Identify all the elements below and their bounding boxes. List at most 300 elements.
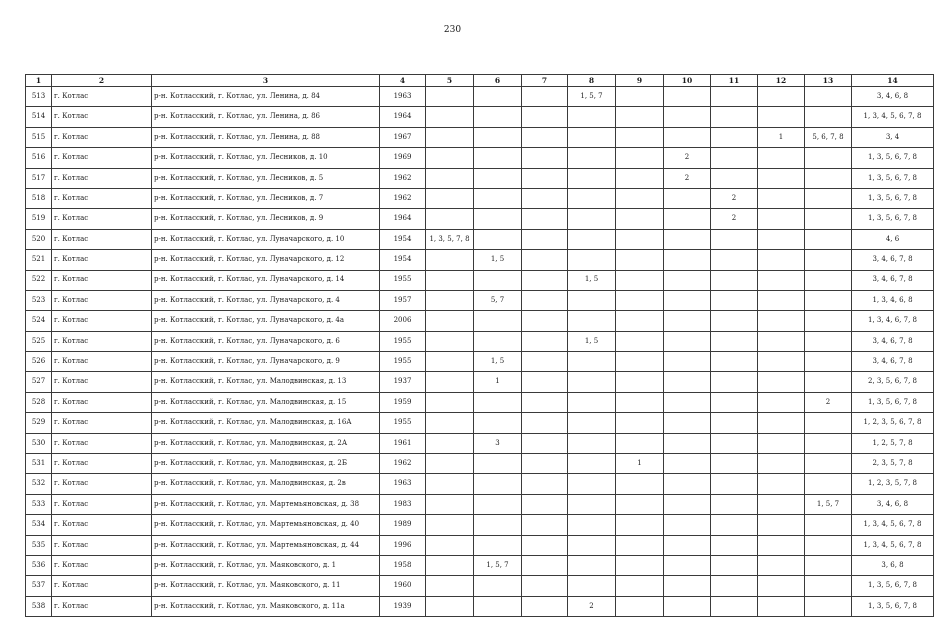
address-cell: р-н. Котласский, г. Котлас, ул. Маяковского, д. 11 bbox=[152, 576, 380, 596]
data-table bbox=[25, 74, 934, 617]
value-cell-col-13 bbox=[805, 515, 852, 535]
value-cell-col-13 bbox=[805, 250, 852, 270]
column-header-8: 8 bbox=[568, 75, 616, 87]
value-cell-col-12 bbox=[758, 107, 805, 127]
address-cell: р-н. Котласский, г. Котлас, ул. Луначарского, д. 4а bbox=[152, 311, 380, 331]
value-cell-col-14: 3, 4, 6, 7, 8 bbox=[852, 352, 934, 372]
value-cell-col-5 bbox=[426, 454, 474, 474]
value-cell-col-11 bbox=[711, 250, 758, 270]
value-cell-col-7 bbox=[522, 127, 568, 147]
value-cell-col-10 bbox=[664, 555, 711, 575]
city-cell: г. Котлас bbox=[52, 474, 152, 494]
value-cell-col-10 bbox=[664, 107, 711, 127]
table-row bbox=[26, 270, 934, 290]
value-cell-col-9 bbox=[616, 596, 664, 616]
value-cell-col-5 bbox=[426, 474, 474, 494]
value-cell-col-7 bbox=[522, 372, 568, 392]
value-cell-col-10 bbox=[664, 372, 711, 392]
value-cell-col-14: 3, 4, 6, 7, 8 bbox=[852, 331, 934, 351]
value-cell-col-13 bbox=[805, 454, 852, 474]
value-cell-col-5 bbox=[426, 209, 474, 229]
row-number-cell: 514 bbox=[26, 107, 52, 127]
value-cell-col-6 bbox=[474, 107, 522, 127]
value-cell-col-7 bbox=[522, 311, 568, 331]
column-header-5: 5 bbox=[426, 75, 474, 87]
city-cell: г. Котлас bbox=[52, 229, 152, 249]
value-cell-col-14: 3, 6, 8 bbox=[852, 555, 934, 575]
value-cell-col-6 bbox=[474, 392, 522, 412]
value-cell-col-11 bbox=[711, 352, 758, 372]
value-cell-col-7 bbox=[522, 250, 568, 270]
value-cell-col-14: 3, 4, 6, 8 bbox=[852, 494, 934, 514]
value-cell-col-6 bbox=[474, 188, 522, 208]
year-cell: 1957 bbox=[380, 290, 426, 310]
city-cell: г. Котлас bbox=[52, 515, 152, 535]
value-cell-col-12 bbox=[758, 87, 805, 107]
value-cell-col-6 bbox=[474, 209, 522, 229]
address-cell: р-н. Котласский, г. Котлас, ул. Лесников, д. 10 bbox=[152, 148, 380, 168]
value-cell-col-5 bbox=[426, 290, 474, 310]
value-cell-col-7 bbox=[522, 107, 568, 127]
value-cell-col-7 bbox=[522, 555, 568, 575]
column-header-9: 9 bbox=[616, 75, 664, 87]
value-cell-col-13 bbox=[805, 270, 852, 290]
value-cell-col-12 bbox=[758, 515, 805, 535]
value-cell-col-14: 1, 3, 5, 6, 7, 8 bbox=[852, 596, 934, 616]
row-number-cell: 530 bbox=[26, 433, 52, 453]
year-cell: 1967 bbox=[380, 127, 426, 147]
value-cell-col-5 bbox=[426, 270, 474, 290]
address-cell: р-н. Котласский, г. Котлас, ул. Ленина, д. 84 bbox=[152, 87, 380, 107]
row-number-cell: 532 bbox=[26, 474, 52, 494]
value-cell-col-7 bbox=[522, 474, 568, 494]
value-cell-col-10 bbox=[664, 352, 711, 372]
value-cell-col-11 bbox=[711, 311, 758, 331]
value-cell-col-9 bbox=[616, 188, 664, 208]
value-cell-col-14: 1, 2, 3, 5, 7, 8 bbox=[852, 474, 934, 494]
value-cell-col-6: 5, 7 bbox=[474, 290, 522, 310]
address-cell: р-н. Котласский, г. Котлас, ул. Малодвинская, д. 15 bbox=[152, 392, 380, 412]
table-row bbox=[26, 209, 934, 229]
row-number-cell: 515 bbox=[26, 127, 52, 147]
value-cell-col-13 bbox=[805, 576, 852, 596]
value-cell-col-12: 1 bbox=[758, 127, 805, 147]
row-number-cell: 529 bbox=[26, 413, 52, 433]
value-cell-col-10 bbox=[664, 270, 711, 290]
year-cell: 2006 bbox=[380, 311, 426, 331]
table-row bbox=[26, 596, 934, 616]
year-cell: 1962 bbox=[380, 188, 426, 208]
value-cell-col-7 bbox=[522, 494, 568, 514]
value-cell-col-12 bbox=[758, 148, 805, 168]
city-cell: г. Котлас bbox=[52, 107, 152, 127]
value-cell-col-7 bbox=[522, 209, 568, 229]
value-cell-col-5 bbox=[426, 331, 474, 351]
value-cell-col-13 bbox=[805, 555, 852, 575]
value-cell-col-9 bbox=[616, 352, 664, 372]
value-cell-col-11 bbox=[711, 107, 758, 127]
city-cell: г. Котлас bbox=[52, 454, 152, 474]
address-cell: р-н. Котласский, г. Котлас, ул. Малодвинская, д. 2Б bbox=[152, 454, 380, 474]
value-cell-col-13 bbox=[805, 372, 852, 392]
table-row bbox=[26, 372, 934, 392]
value-cell-col-14: 1, 3, 5, 6, 7, 8 bbox=[852, 188, 934, 208]
value-cell-col-7 bbox=[522, 168, 568, 188]
year-cell: 1964 bbox=[380, 209, 426, 229]
value-cell-col-14: 1, 3, 4, 6, 8 bbox=[852, 290, 934, 310]
year-cell: 1989 bbox=[380, 515, 426, 535]
value-cell-col-8 bbox=[568, 107, 616, 127]
value-cell-col-13 bbox=[805, 188, 852, 208]
city-cell: г. Котлас bbox=[52, 352, 152, 372]
value-cell-col-11 bbox=[711, 494, 758, 514]
table-row bbox=[26, 107, 934, 127]
row-number-cell: 523 bbox=[26, 290, 52, 310]
value-cell-col-14: 3, 4 bbox=[852, 127, 934, 147]
value-cell-col-11 bbox=[711, 454, 758, 474]
value-cell-col-12 bbox=[758, 576, 805, 596]
value-cell-col-9 bbox=[616, 250, 664, 270]
value-cell-col-10 bbox=[664, 250, 711, 270]
value-cell-col-6 bbox=[474, 127, 522, 147]
address-cell: р-н. Котласский, г. Котлас, ул. Луначарского, д. 6 bbox=[152, 331, 380, 351]
value-cell-col-11 bbox=[711, 127, 758, 147]
address-cell: р-н. Котласский, г. Котлас, ул. Луначарского, д. 14 bbox=[152, 270, 380, 290]
value-cell-col-8 bbox=[568, 127, 616, 147]
value-cell-col-11 bbox=[711, 87, 758, 107]
value-cell-col-9 bbox=[616, 311, 664, 331]
city-cell: г. Котлас bbox=[52, 270, 152, 290]
value-cell-col-12 bbox=[758, 392, 805, 412]
value-cell-col-12 bbox=[758, 535, 805, 555]
value-cell-col-12 bbox=[758, 433, 805, 453]
address-cell: р-н. Котласский, г. Котлас, ул. Маяковского, д. 11а bbox=[152, 596, 380, 616]
column-header-1: 1 bbox=[26, 75, 52, 87]
value-cell-col-12 bbox=[758, 290, 805, 310]
value-cell-col-8 bbox=[568, 555, 616, 575]
value-cell-col-6 bbox=[474, 331, 522, 351]
value-cell-col-10 bbox=[664, 311, 711, 331]
value-cell-col-9 bbox=[616, 535, 664, 555]
column-header-13: 13 bbox=[805, 75, 852, 87]
row-number-cell: 538 bbox=[26, 596, 52, 616]
city-cell: г. Котлас bbox=[52, 494, 152, 514]
address-cell: р-н. Котласский, г. Котлас, ул. Лесников, д. 5 bbox=[152, 168, 380, 188]
value-cell-col-7 bbox=[522, 433, 568, 453]
value-cell-col-12 bbox=[758, 494, 805, 514]
city-cell: г. Котлас bbox=[52, 555, 152, 575]
address-cell: р-н. Котласский, г. Котлас, ул. Лесников, д. 9 bbox=[152, 209, 380, 229]
year-cell: 1939 bbox=[380, 596, 426, 616]
address-cell: р-н. Котласский, г. Котлас, ул. Малодвинская, д. 2А bbox=[152, 433, 380, 453]
value-cell-col-13 bbox=[805, 352, 852, 372]
value-cell-col-10 bbox=[664, 127, 711, 147]
value-cell-col-11 bbox=[711, 168, 758, 188]
value-cell-col-12 bbox=[758, 372, 805, 392]
table-row bbox=[26, 433, 934, 453]
table-row bbox=[26, 535, 934, 555]
year-cell: 1964 bbox=[380, 107, 426, 127]
value-cell-col-11 bbox=[711, 392, 758, 412]
value-cell-col-7 bbox=[522, 535, 568, 555]
value-cell-col-6 bbox=[474, 494, 522, 514]
table-row bbox=[26, 474, 934, 494]
value-cell-col-11 bbox=[711, 413, 758, 433]
row-number-cell: 527 bbox=[26, 372, 52, 392]
row-number-cell: 533 bbox=[26, 494, 52, 514]
value-cell-col-8 bbox=[568, 311, 616, 331]
value-cell-col-8 bbox=[568, 188, 616, 208]
city-cell: г. Котлас bbox=[52, 596, 152, 616]
table-row bbox=[26, 576, 934, 596]
value-cell-col-6 bbox=[474, 596, 522, 616]
city-cell: г. Котлас bbox=[52, 535, 152, 555]
value-cell-col-9 bbox=[616, 433, 664, 453]
address-cell: р-н. Котласский, г. Котлас, ул. Лесников, д. 7 bbox=[152, 188, 380, 208]
year-cell: 1955 bbox=[380, 331, 426, 351]
value-cell-col-10 bbox=[664, 576, 711, 596]
year-cell: 1962 bbox=[380, 454, 426, 474]
city-cell: г. Котлас bbox=[52, 413, 152, 433]
value-cell-col-5 bbox=[426, 250, 474, 270]
value-cell-col-9 bbox=[616, 290, 664, 310]
value-cell-col-6 bbox=[474, 311, 522, 331]
value-cell-col-13 bbox=[805, 209, 852, 229]
value-cell-col-8 bbox=[568, 515, 616, 535]
value-cell-col-13 bbox=[805, 87, 852, 107]
value-cell-col-7 bbox=[522, 576, 568, 596]
value-cell-col-8 bbox=[568, 250, 616, 270]
address-cell: р-н. Котласский, г. Котлас, ул. Луначарского, д. 4 bbox=[152, 290, 380, 310]
year-cell: 1963 bbox=[380, 87, 426, 107]
value-cell-col-7 bbox=[522, 352, 568, 372]
city-cell: г. Котлас bbox=[52, 250, 152, 270]
value-cell-col-13 bbox=[805, 433, 852, 453]
value-cell-col-7 bbox=[522, 413, 568, 433]
value-cell-col-10 bbox=[664, 209, 711, 229]
city-cell: г. Котлас bbox=[52, 168, 152, 188]
value-cell-col-5 bbox=[426, 168, 474, 188]
value-cell-col-13 bbox=[805, 311, 852, 331]
value-cell-col-6 bbox=[474, 229, 522, 249]
address-cell: р-н. Котласский, г. Котлас, ул. Малодвинская, д. 13 bbox=[152, 372, 380, 392]
value-cell-col-7 bbox=[522, 290, 568, 310]
value-cell-col-11 bbox=[711, 515, 758, 535]
value-cell-col-10 bbox=[664, 392, 711, 412]
value-cell-col-9 bbox=[616, 392, 664, 412]
value-cell-col-12 bbox=[758, 229, 805, 249]
value-cell-col-9 bbox=[616, 474, 664, 494]
address-cell: р-н. Котласский, г. Котлас, ул. Ленина, д. 86 bbox=[152, 107, 380, 127]
value-cell-col-14: 1, 3, 5, 6, 7, 8 bbox=[852, 576, 934, 596]
value-cell-col-6 bbox=[474, 168, 522, 188]
value-cell-col-9 bbox=[616, 555, 664, 575]
city-cell: г. Котлас bbox=[52, 331, 152, 351]
row-number-cell: 516 bbox=[26, 148, 52, 168]
table-row bbox=[26, 413, 934, 433]
table-row bbox=[26, 555, 934, 575]
value-cell-col-13 bbox=[805, 290, 852, 310]
value-cell-col-8 bbox=[568, 413, 616, 433]
row-number-cell: 526 bbox=[26, 352, 52, 372]
value-cell-col-11 bbox=[711, 270, 758, 290]
value-cell-col-5: 1, 3, 5, 7, 8 bbox=[426, 229, 474, 249]
value-cell-col-12 bbox=[758, 352, 805, 372]
row-number-cell: 521 bbox=[26, 250, 52, 270]
value-cell-col-10 bbox=[664, 535, 711, 555]
value-cell-col-8: 1, 5, 7 bbox=[568, 87, 616, 107]
value-cell-col-8 bbox=[568, 494, 616, 514]
value-cell-col-14: 2, 3, 5, 6, 7, 8 bbox=[852, 372, 934, 392]
row-number-cell: 528 bbox=[26, 392, 52, 412]
address-cell: р-н. Котласский, г. Котлас, ул. Мартемьяновская, д. 40 bbox=[152, 515, 380, 535]
year-cell: 1955 bbox=[380, 352, 426, 372]
value-cell-col-12 bbox=[758, 474, 805, 494]
value-cell-col-8 bbox=[568, 290, 616, 310]
value-cell-col-10 bbox=[664, 494, 711, 514]
value-cell-col-14: 1, 2, 3, 5, 6, 7, 8 bbox=[852, 413, 934, 433]
city-cell: г. Котлас bbox=[52, 576, 152, 596]
value-cell-col-8 bbox=[568, 148, 616, 168]
table-row bbox=[26, 311, 934, 331]
year-cell: 1955 bbox=[380, 413, 426, 433]
column-header-3: 3 bbox=[152, 75, 380, 87]
value-cell-col-5 bbox=[426, 392, 474, 412]
value-cell-col-8 bbox=[568, 352, 616, 372]
value-cell-col-11 bbox=[711, 433, 758, 453]
year-cell: 1955 bbox=[380, 270, 426, 290]
row-number-cell: 535 bbox=[26, 535, 52, 555]
value-cell-col-14: 1, 3, 4, 5, 6, 7, 8 bbox=[852, 107, 934, 127]
value-cell-col-11 bbox=[711, 555, 758, 575]
value-cell-col-14: 1, 3, 5, 6, 7, 8 bbox=[852, 392, 934, 412]
value-cell-col-14: 1, 3, 4, 5, 6, 7, 8 bbox=[852, 515, 934, 535]
value-cell-col-12 bbox=[758, 454, 805, 474]
city-cell: г. Котлас bbox=[52, 209, 152, 229]
address-cell: р-н. Котласский, г. Котлас, ул. Мартемьяновская, д. 38 bbox=[152, 494, 380, 514]
value-cell-col-7 bbox=[522, 229, 568, 249]
value-cell-col-14: 2, 3, 5, 7, 8 bbox=[852, 454, 934, 474]
table-row bbox=[26, 229, 934, 249]
value-cell-col-9 bbox=[616, 413, 664, 433]
value-cell-col-11 bbox=[711, 535, 758, 555]
value-cell-col-8 bbox=[568, 576, 616, 596]
table-row bbox=[26, 127, 934, 147]
value-cell-col-6 bbox=[474, 515, 522, 535]
value-cell-col-7 bbox=[522, 515, 568, 535]
value-cell-col-14: 3, 4, 6, 8 bbox=[852, 87, 934, 107]
value-cell-col-8 bbox=[568, 229, 616, 249]
value-cell-col-9 bbox=[616, 127, 664, 147]
year-cell: 1961 bbox=[380, 433, 426, 453]
row-number-cell: 517 bbox=[26, 168, 52, 188]
value-cell-col-13 bbox=[805, 148, 852, 168]
value-cell-col-14: 3, 4, 6, 7, 8 bbox=[852, 250, 934, 270]
value-cell-col-13 bbox=[805, 474, 852, 494]
year-cell: 1983 bbox=[380, 494, 426, 514]
value-cell-col-8 bbox=[568, 209, 616, 229]
row-number-cell: 519 bbox=[26, 209, 52, 229]
value-cell-col-11: 2 bbox=[711, 209, 758, 229]
value-cell-col-12 bbox=[758, 270, 805, 290]
value-cell-col-5 bbox=[426, 107, 474, 127]
year-cell: 1937 bbox=[380, 372, 426, 392]
table-row bbox=[26, 515, 934, 535]
table-row bbox=[26, 392, 934, 412]
row-number-cell: 537 bbox=[26, 576, 52, 596]
value-cell-col-11 bbox=[711, 229, 758, 249]
city-cell: г. Котлас bbox=[52, 433, 152, 453]
value-cell-col-6 bbox=[474, 474, 522, 494]
table-row bbox=[26, 87, 934, 107]
year-cell: 1954 bbox=[380, 250, 426, 270]
address-cell: р-н. Котласский, г. Котлас, ул. Малодвинская, д. 2в bbox=[152, 474, 380, 494]
address-cell: р-н. Котласский, г. Котлас, ул. Мартемьяновская, д. 44 bbox=[152, 535, 380, 555]
value-cell-col-13 bbox=[805, 535, 852, 555]
value-cell-col-9 bbox=[616, 576, 664, 596]
value-cell-col-12 bbox=[758, 209, 805, 229]
value-cell-col-9 bbox=[616, 331, 664, 351]
value-cell-col-11 bbox=[711, 596, 758, 616]
address-cell: р-н. Котласский, г. Котлас, ул. Малодвинская, д. 16А bbox=[152, 413, 380, 433]
row-number-cell: 522 bbox=[26, 270, 52, 290]
value-cell-col-14: 1, 3, 5, 6, 7, 8 bbox=[852, 209, 934, 229]
row-number-cell: 520 bbox=[26, 229, 52, 249]
value-cell-col-8 bbox=[568, 392, 616, 412]
value-cell-col-11 bbox=[711, 372, 758, 392]
value-cell-col-8 bbox=[568, 372, 616, 392]
value-cell-col-6 bbox=[474, 576, 522, 596]
value-cell-col-13 bbox=[805, 331, 852, 351]
value-cell-col-5 bbox=[426, 127, 474, 147]
value-cell-col-9 bbox=[616, 168, 664, 188]
row-number-cell: 536 bbox=[26, 555, 52, 575]
value-cell-col-11: 2 bbox=[711, 188, 758, 208]
value-cell-col-13: 2 bbox=[805, 392, 852, 412]
value-cell-col-12 bbox=[758, 413, 805, 433]
value-cell-col-7 bbox=[522, 87, 568, 107]
value-cell-col-7 bbox=[522, 392, 568, 412]
value-cell-col-13: 5, 6, 7, 8 bbox=[805, 127, 852, 147]
value-cell-col-14: 1, 2, 5, 7, 8 bbox=[852, 433, 934, 453]
value-cell-col-12 bbox=[758, 311, 805, 331]
row-number-cell: 534 bbox=[26, 515, 52, 535]
value-cell-col-10 bbox=[664, 474, 711, 494]
header-row bbox=[26, 75, 934, 87]
value-cell-col-6 bbox=[474, 413, 522, 433]
value-cell-col-9 bbox=[616, 372, 664, 392]
table-body bbox=[26, 87, 934, 617]
value-cell-col-10 bbox=[664, 229, 711, 249]
value-cell-col-5 bbox=[426, 433, 474, 453]
value-cell-col-6 bbox=[474, 87, 522, 107]
value-cell-col-9 bbox=[616, 87, 664, 107]
value-cell-col-6 bbox=[474, 148, 522, 168]
value-cell-col-10 bbox=[664, 454, 711, 474]
value-cell-col-7 bbox=[522, 188, 568, 208]
value-cell-col-11 bbox=[711, 576, 758, 596]
table-row bbox=[26, 331, 934, 351]
value-cell-col-11 bbox=[711, 331, 758, 351]
value-cell-col-5 bbox=[426, 188, 474, 208]
value-cell-col-5 bbox=[426, 535, 474, 555]
value-cell-col-7 bbox=[522, 596, 568, 616]
column-header-2: 2 bbox=[52, 75, 152, 87]
value-cell-col-14: 1, 3, 4, 5, 6, 7, 8 bbox=[852, 535, 934, 555]
value-cell-col-9 bbox=[616, 209, 664, 229]
value-cell-col-5 bbox=[426, 87, 474, 107]
value-cell-col-5 bbox=[426, 555, 474, 575]
